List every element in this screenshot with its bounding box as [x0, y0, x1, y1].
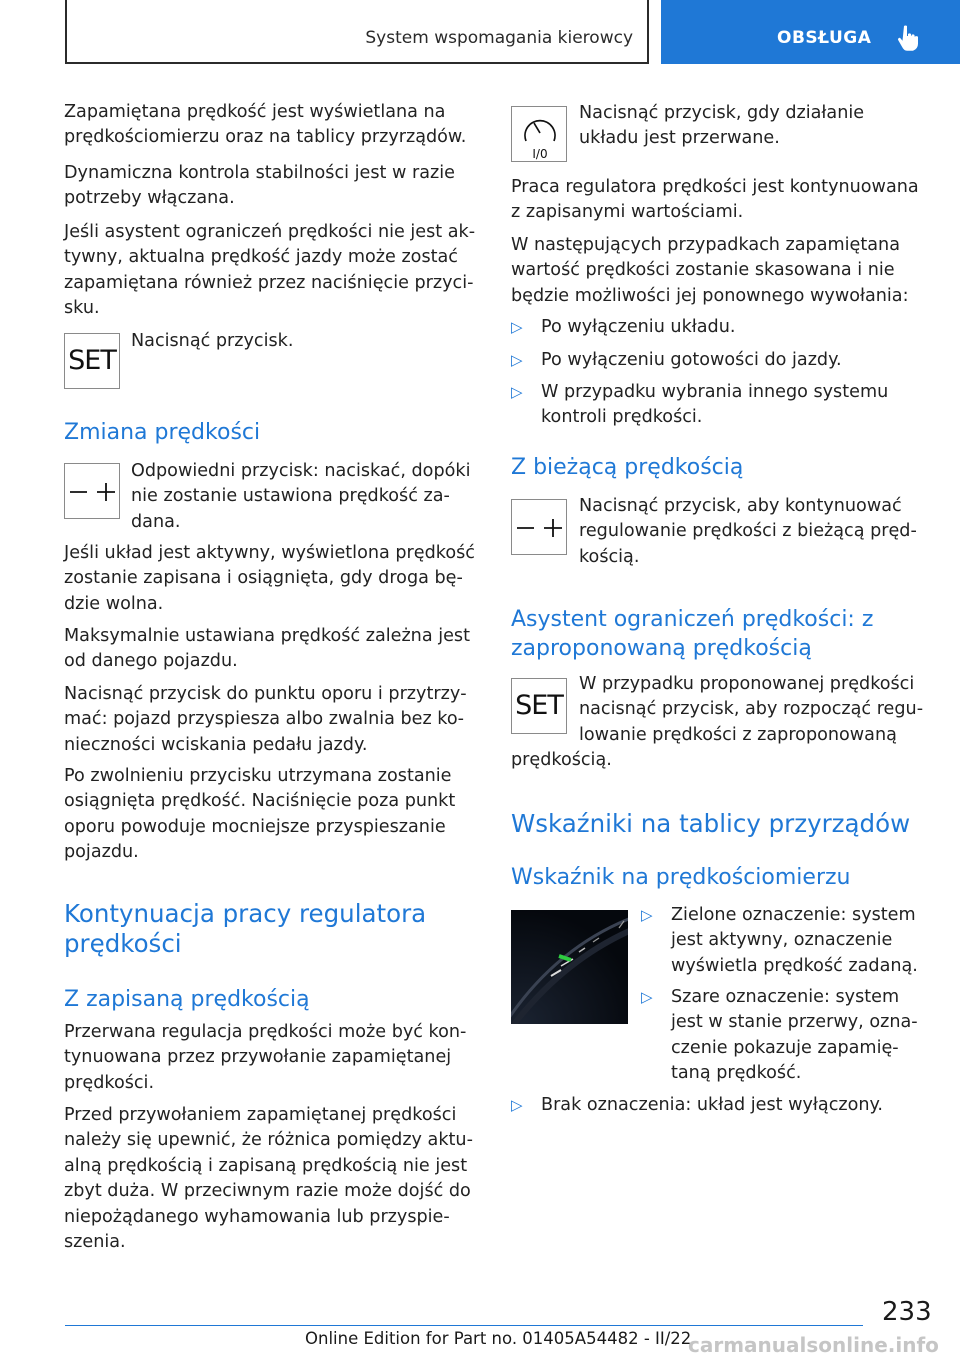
paragraph-press-hold: Nacisnąć przycisk do punktu oporu i przytrzymać: pojazd przyspiesza albo zwalnia bez konieczności wciskania pedału jazdy.	[64, 684, 467, 755]
triangle-bullet-icon: ▷	[511, 1096, 523, 1114]
paragraph-resume-saved: Przerwana regulacja prędkości może być kontynuowana przez przywołanie zapamiętanej prędkości.	[64, 1022, 467, 1093]
set-button-icon: SET	[64, 333, 120, 389]
paragraph-system-active: Jeśli układ jest aktywny, wyświetlona prędkość zostanie zapisana i osiągnięta, gdy droga będzie wolna.	[64, 543, 475, 614]
section-tab-label: OBSŁUGA	[777, 28, 872, 48]
footer-rule	[65, 1325, 863, 1326]
heading-continue-cruise: Kontynuacja pracy regulatora prędkości	[64, 899, 427, 958]
triangle-bullet-icon: ▷	[511, 351, 523, 369]
heading-current-speed: Z bieżącą prędkością	[511, 455, 744, 480]
paragraph-speed-limit-assist: Jeśli asystent ograniczeń prędkości nie jest aktywny, aktualna prędkość jazdy może zostać zapamiętana również przez naciśnięcie przycisku.	[64, 222, 476, 319]
speedometer-io-icon	[512, 107, 568, 163]
minus-plus-icon	[512, 500, 568, 556]
triangle-bullet-icon: ▷	[511, 318, 523, 336]
paragraph-max-speed: Maksymalnie ustawiana prędkość zależna jest od danego pojazdu.	[64, 626, 470, 672]
assist-set-text: W przypadku proponowanej prędkości nacisnąć przycisk, aby rozpocząć regulowanie prędkości z zaproponowaną prędkością.	[511, 674, 924, 771]
rocker-button-icon	[64, 463, 120, 519]
running-header	[65, 0, 649, 64]
speedometer-image	[511, 910, 628, 1024]
watermark: carmanualsonline.info	[688, 1333, 939, 1357]
heading-change-speed: Zmiana prędkości	[64, 420, 261, 445]
hand-pointer-icon	[897, 24, 921, 52]
page-number: 233	[882, 1297, 932, 1327]
section-tab	[661, 0, 960, 64]
rocker-button-text: Odpowiedni przycisk: naciskać, dopóki nie zostanie ustawiona prędkość zadana.	[131, 461, 471, 532]
heading-indicators: Wskaźniki na tablicy przyrządów	[511, 809, 911, 838]
paragraph-release: Po zwolnieniu przycisku utrzymana zostanie osiągnięta prędkość. Naciśnięcie poza punkt oporu powoduje mocniejsze przyspieszanie pojazdu.	[64, 766, 456, 863]
paragraph-warning-difference: Przed przywołaniem zapamiętanej prędkości należy się upewnić, że różnica pomiędzy aktualną prędkością i zapisaną prędkością nie jest zbyt duża. W przeciwnym razie może dojść do niepożądanego wyhamowania lub przyspieszenia.	[64, 1105, 473, 1253]
triangle-bullet-icon: ▷	[641, 988, 653, 1006]
paragraph-cleared-cases: W następujących przypadkach zapamiętana wartość prędkości zostanie skasowana i nie będzie możliwości jej ponownego wywołania:	[511, 235, 909, 306]
heading-assist-proposed: Asystent ograniczeń prędkości: z zaproponowaną prędkością	[511, 607, 874, 661]
rocker-button-icon	[511, 499, 567, 555]
heading-saved-speed: Z zapisaną prędkością	[64, 987, 310, 1012]
set-button-text: Nacisnąć przycisk.	[131, 331, 294, 351]
io-label: I/0	[532, 147, 548, 161]
resume-button-icon	[511, 106, 567, 162]
footer-edition: Online Edition for Part no. 01405A54482 - II/22	[305, 1329, 692, 1348]
triangle-bullet-icon: ▷	[511, 383, 523, 401]
current-speed-text: Nacisnąć przycisk, aby kontynuować regulowanie prędkości z bieżącą prędkością.	[579, 496, 917, 567]
paragraph-saved-speed-display: Zapamiętana prędkość jest wyświetlana na prędkościomierzu oraz na tablicy przyrządów.	[64, 102, 467, 148]
resume-button-text: Nacisnąć przycisk, gdy działanie układu jest przerwane.	[579, 103, 865, 149]
set-button-icon: SET	[511, 678, 567, 734]
chapter-title: System wspomagania kierowcy	[365, 28, 633, 48]
heading-speedometer-indicator: Wskaźnik na prędkościomierzu	[511, 865, 851, 890]
list-item: ▷ W przypadku wybrania innego systemu kontroli prędkości.	[511, 382, 889, 428]
speedometer-arc-graphic	[511, 910, 628, 1024]
triangle-bullet-icon: ▷	[641, 906, 653, 924]
paragraph-dsc: Dynamiczna kontrola stabilności jest w razie potrzeby włączana.	[64, 163, 455, 209]
minus-plus-icon	[65, 464, 121, 520]
paragraph-resume-values: Praca regulatora prędkości jest kontynuowana z zapisanymi wartościami.	[511, 177, 919, 223]
